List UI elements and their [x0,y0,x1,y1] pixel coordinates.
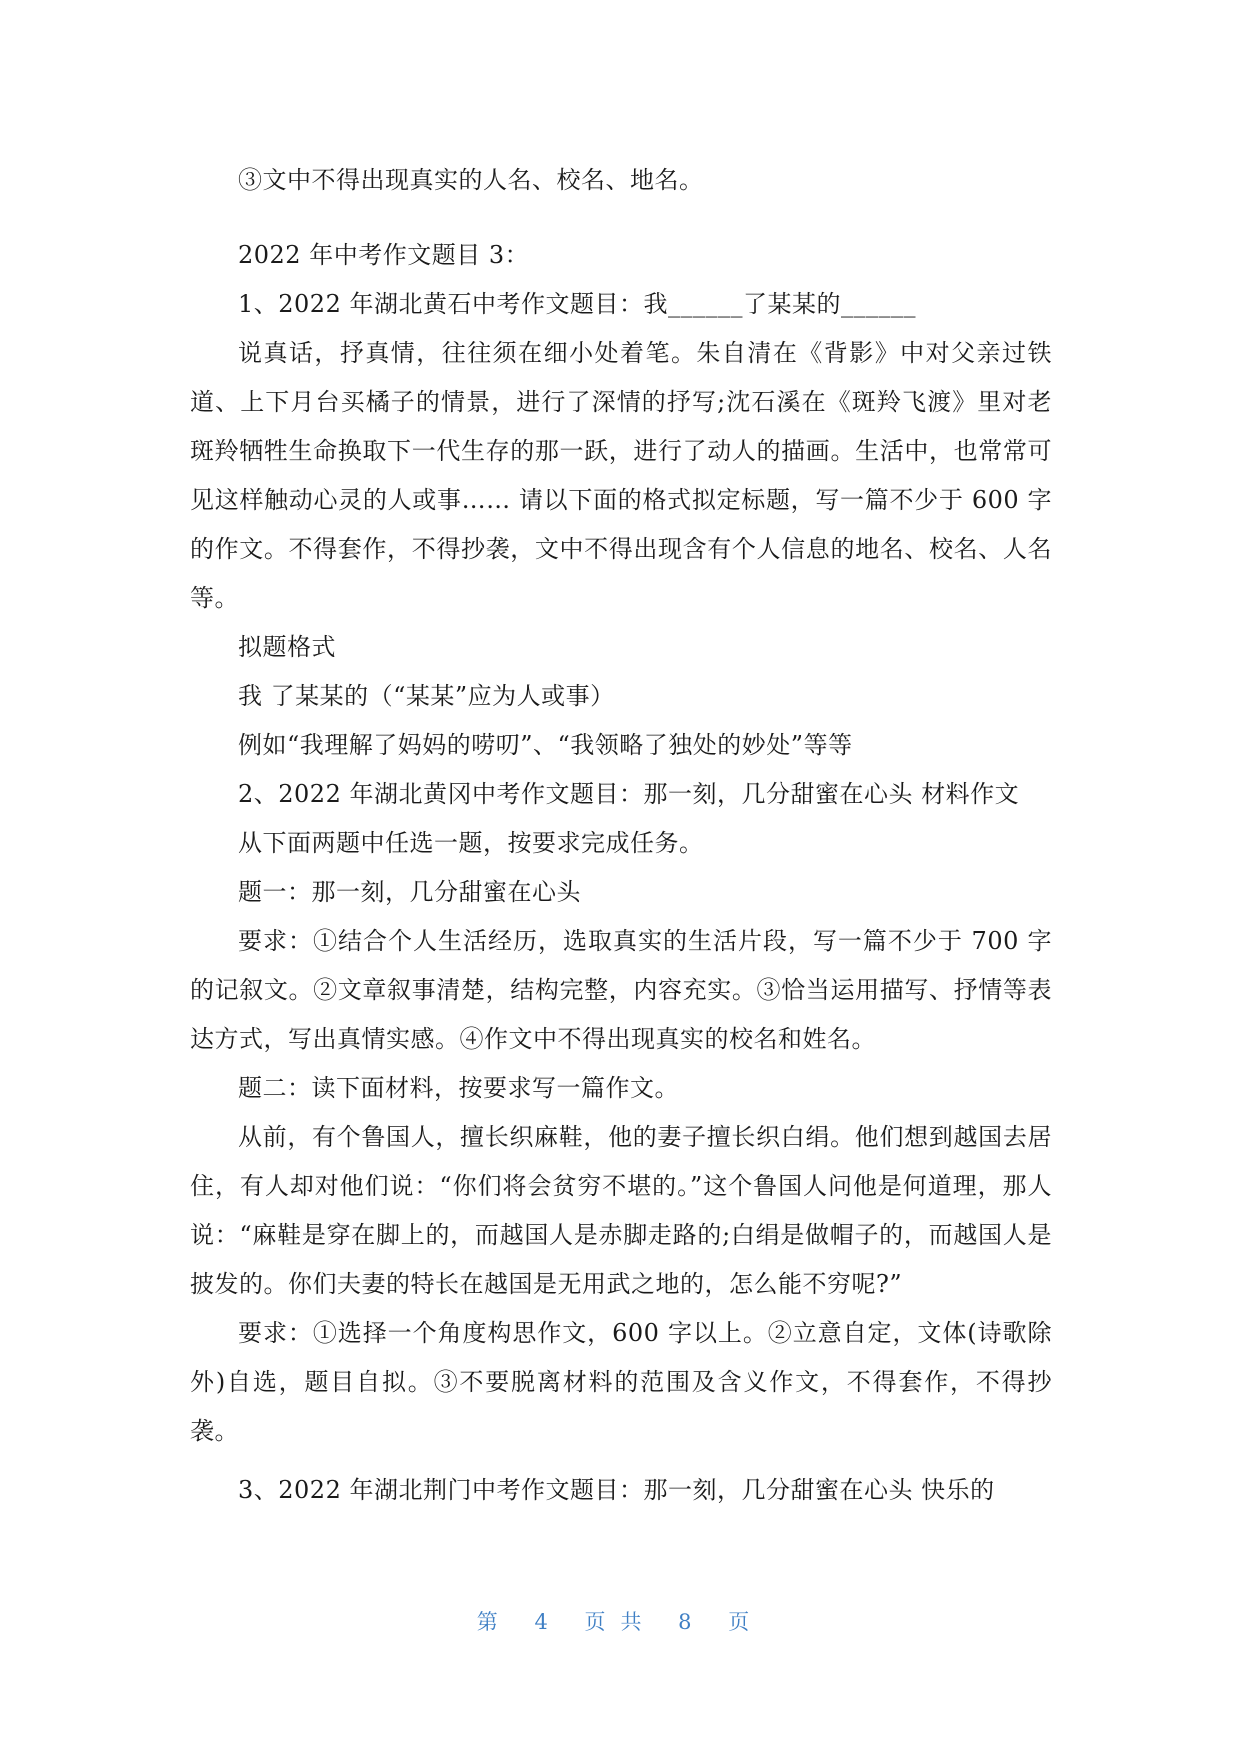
paragraph-option-2-material: 从前，有个鲁国人，擅长织麻鞋，他的妻子擅长织白绢。他们想到越国去居住，有人却对他们说：“你们将会贫穷不堪的。”这个鲁国人问他是何道理，那人说：“麻鞋是穿在脚上的，而越国人是赤脚走路的;白绢是做帽子的，而越国人是披发的。你们夫妻的特长在越国是无用武之地的，怎么能不穷呢?” [190,1123,1052,1298]
paragraph-title-format: 我 了某某的（“某某”应为人或事） [238,682,615,710]
paragraph-option-1-requirements: 要求：①结合个人生活经历，选取真实的生活片段，写一篇不少于 700 字的记叙文。②文章叙事清楚，结构完整，内容充实。③恰当运用描写、抒情等表达方式，写出真情实感。④作文中不得出现真实的校名和姓名。 [190,927,1052,1053]
paragraph-topic-2-title: 2、2022 年湖北黄冈中考作文题目：那一刻，几分甜蜜在心头 材料作文 [238,780,1020,808]
paragraph-option-2-requirements: 要求：①选择一个角度构思作文，600 字以上。②立意自定，文体(诗歌除外)自选，题目自拟。③不要脱离材料的范围及含义作文，不得套作，不得抄袭。 [190,1319,1052,1445]
paragraph-topic-1-body: 说真话，抒真情，往往须在细小处着笔。朱自清在《背影》中对父亲过铁道、上下月台买橘子的情景，进行了深情的抒写;沈石溪在《斑羚飞渡》里对老斑羚牺牲生命换取下一代生存的那一跃，进行了动人的描画。生活中，也常常可见这样触动心灵的人或事…… 请以下面的格式拟定标题，写一篇不少于 600 字的作文。不得套作，不得抄袭，文中不得出现含有个人信息的地名、校名、人名等。 [190,339,1052,612]
paragraph-requirement-3: ③文中不得出现真实的人名、校名、地名。 [238,166,704,194]
paragraph-option-2: 题二：读下面材料，按要求写一篇作文。 [238,1074,679,1102]
page-number-footer: 第 4 页共 8 页 [476,1610,765,1634]
document-body [190,156,1052,1515]
paragraph-option-1: 题一：那一刻，几分甜蜜在心头 [238,878,581,906]
paragraph-topic-2-instruction: 从下面两题中任选一题，按要求完成任务。 [238,829,704,857]
paragraph-topic-1-title: 1、2022 年湖北黄石中考作文题目：我______了某某的______ [238,290,916,318]
paragraph-topic-3-title: 3、2022 年湖北荆门中考作文题目：那一刻，几分甜蜜在心头 快乐的 [238,1476,995,1504]
paragraph-title-example: 例如“我理解了妈妈的唠叨”、“我领略了独处的妙处”等等 [238,731,853,759]
paragraph-title-format-label: 拟题格式 [238,633,336,661]
paragraph-section-heading: 2022 年中考作文题目 3： [238,241,530,269]
